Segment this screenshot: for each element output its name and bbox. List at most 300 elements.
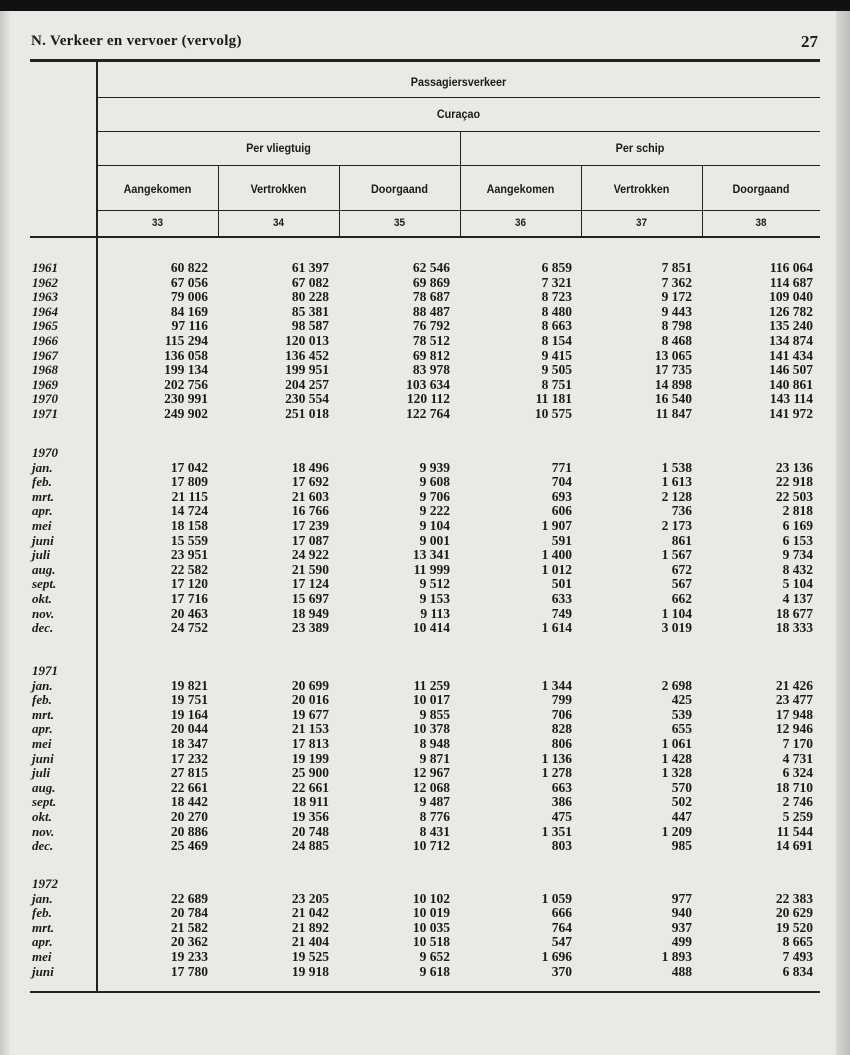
table-cell: 18 710 [775,779,813,795]
table-cell: 22 383 [775,890,813,906]
table-cell: 103 634 [406,376,450,392]
group-header-curacao: Curaçao [436,107,481,121]
table-cell: 7 493 [782,949,813,964]
table-cell: 21 404 [291,934,329,950]
table-cell: 249 902 [164,406,208,421]
table-cell: 7 362 [661,274,692,290]
table-cell: 17 948 [775,706,813,722]
table-cell: 115 294 [164,333,208,348]
row-label: 1963 [32,289,58,305]
table-cell: 8 480 [541,303,572,319]
table-cell: 22 918 [775,474,813,490]
page-left-edge [0,11,10,1055]
table-cell: 22 661 [170,779,208,795]
table-cell: 9 104 [419,518,450,533]
row-label: sept. [32,794,57,810]
section-label: 1970 [32,445,58,460]
table-cell: 11 999 [413,561,450,577]
table-cell: 17 735 [654,362,692,378]
table-cell: 940 [671,905,692,921]
table-cell: 20 362 [170,934,208,950]
table-cell: 1 893 [661,949,692,964]
table-cell: 13 065 [654,347,692,363]
table-cell: 1 061 [661,736,692,751]
table-cell: 15 559 [170,532,208,548]
table-cell: 749 [551,605,572,621]
table-cell: 8 798 [661,318,692,334]
table-cell: 76 792 [412,318,450,334]
table-cell: 985 [671,838,692,854]
table-cell: 11 847 [655,406,692,421]
table-cell: 14 691 [775,838,813,854]
table-cell: 8 663 [541,318,572,334]
table-cell: 18 347 [170,736,208,751]
table-cell: 502 [671,794,692,810]
group-header-passagiersverkeer: Passagiersverkeer [410,75,507,89]
table-cell: 9 608 [419,474,450,490]
table-cell: 1 012 [541,561,572,577]
bottom-rule [30,991,820,993]
table-cell: 21 892 [291,919,329,935]
table-cell: 1 696 [541,949,572,964]
table-cell: 9 652 [419,949,450,964]
table-cell: 803 [551,838,572,854]
table-cell: 11 259 [413,677,450,693]
table-cell: 109 040 [769,289,813,305]
row-label: 1965 [32,318,58,334]
table-cell: 1 428 [661,750,692,766]
table-cell: 7 321 [541,274,572,290]
row-label: juli [32,765,51,781]
table-cell: 23 951 [170,547,208,563]
row-label: okt. [32,591,52,606]
row-label: mei [32,518,52,533]
row-label: 1970 [32,391,58,407]
row-label: mei [32,949,52,964]
table-cell: 706 [551,706,572,722]
column-number: 35 [393,217,406,229]
table-cell: 18 911 [292,794,329,810]
table-cell: 570 [671,779,692,795]
row-label: 1966 [32,333,58,348]
table-cell: 21 042 [291,905,329,921]
table-cell: 9 505 [541,362,572,378]
table-cell: 27 815 [170,765,208,781]
table-cell: 230 991 [164,391,208,407]
table-cell: 10 414 [412,620,450,636]
column-header: Doorgaand [370,182,429,196]
table-cell: 828 [551,721,572,737]
column-header: Vertrokken [613,182,670,196]
table-cell: 6 324 [782,765,813,781]
table-cell: 704 [551,474,572,490]
table-cell: 24 752 [170,620,208,636]
table-cell: 10 035 [412,919,450,935]
table-cell: 19 356 [291,809,329,824]
table-cell: 17 232 [170,750,208,766]
table-cell: 6 153 [782,532,813,548]
table-cell: 141 972 [769,406,813,421]
divider [581,165,582,237]
row-label: 1967 [32,347,58,363]
row-label: okt. [32,809,52,824]
table-cell: 11 544 [776,823,813,839]
table-cell: 23 389 [291,620,329,636]
column-number: 38 [755,217,767,229]
table-cell: 143 114 [769,391,813,407]
table-cell: 18 158 [170,518,208,533]
table-cell: 12 068 [412,779,450,795]
row-label: nov. [32,605,55,621]
section-label: 1972 [32,876,58,891]
table-cell: 21 115 [171,488,208,504]
table-cell: 736 [671,503,692,519]
table-cell: 141 434 [769,347,813,363]
table-cell: 7 170 [782,736,813,751]
table-cell: 9 618 [419,963,450,979]
table-cell: 666 [551,905,572,921]
table-cell: 18 677 [775,605,813,621]
row-label: juli [32,547,51,563]
table-cell: 5 259 [782,809,813,824]
table-cell: 2 173 [661,518,692,533]
table-cell: 21 582 [170,919,208,935]
table-cell: 85 381 [291,303,329,319]
table-cell: 69 869 [412,274,450,290]
row-label: jan. [32,890,53,906]
table-cell: 861 [671,532,692,548]
table-cell: 20 629 [775,905,813,921]
table-cell: 937 [671,919,692,935]
table-cell: 10 575 [534,406,572,421]
table-cell: 20 886 [170,823,208,839]
table-cell: 20 016 [291,692,329,708]
column-header: Aangekomen [123,182,192,196]
table-cell: 19 918 [291,963,329,979]
table-cell: 6 169 [782,518,813,533]
table-cell: 6 834 [782,963,813,979]
table-cell: 672 [671,561,692,577]
table-cell: 69 812 [412,347,450,363]
table-cell: 20 748 [291,823,329,839]
row-label: mrt. [32,919,55,935]
table-cell: 18 333 [775,620,813,636]
table-cell: 10 102 [412,890,450,906]
table-cell: 5 104 [782,576,813,592]
table-cell: 20 270 [170,809,208,824]
table-cell: 8 665 [782,934,813,950]
table-cell: 136 058 [164,347,208,363]
table-cell: 25 469 [170,838,208,854]
table-cell: 1 538 [661,459,692,475]
table-cell: 501 [551,576,572,592]
table-cell: 67 056 [170,274,208,290]
table-cell: 9 415 [541,347,572,363]
table-cell: 21 603 [291,488,329,504]
table-cell: 4 137 [782,591,813,606]
table-cell: 19 525 [291,949,329,964]
table-cell: 202 756 [164,376,208,392]
table-cell: 24 922 [291,547,329,563]
table-cell: 19 751 [170,692,208,708]
table-cell: 9 172 [661,289,692,305]
table-cell: 425 [671,692,692,708]
table-cell: 199 951 [285,362,329,378]
divider [460,131,461,237]
table-cell: 19 520 [775,919,813,935]
table-cell: 977 [671,890,692,906]
table-cell: 8 776 [419,809,450,824]
table-cell: 78 687 [412,289,450,305]
table-cell: 10 019 [412,905,450,921]
table-cell: 120 013 [285,333,329,348]
table-cell: 15 697 [291,591,329,606]
table-cell: 116 064 [769,260,813,275]
row-label: 1969 [32,376,58,392]
table-cell: 9 001 [419,532,450,548]
table-cell: 8 154 [541,333,572,348]
table-cell: 9 153 [419,591,450,606]
table-cell: 9 222 [419,503,450,519]
row-label: mei [32,736,52,751]
row-label: aug. [32,779,56,795]
table-cell: 9 443 [661,303,692,319]
table-cell: 12 967 [412,765,450,781]
table-cell: 17 239 [291,518,329,533]
rule [97,210,820,211]
table-cell: 17 042 [170,459,208,475]
table-cell: 18 442 [170,794,208,810]
table-cell: 764 [551,919,572,935]
table-cell: 23 205 [291,890,329,906]
table-cell: 9 512 [419,576,450,592]
table-cell: 14 898 [654,376,692,392]
table-cell: 1 567 [661,547,692,563]
table-cell: 79 006 [170,289,208,305]
table-cell: 21 153 [291,721,329,737]
page-number: 27 [801,32,818,51]
table-cell: 488 [671,963,692,979]
table-cell: 25 900 [291,765,329,781]
table-cell: 3 019 [661,620,692,636]
table-cell: 122 764 [406,406,450,421]
table-cell: 24 885 [291,838,329,854]
table-cell: 10 017 [412,692,450,708]
table-cell: 83 978 [412,362,450,378]
table-cell: 135 240 [769,318,813,334]
table-cell: 606 [551,503,572,519]
column-number: 36 [514,217,527,229]
table-cell: 13 341 [412,547,450,563]
table-cell: 8 751 [541,376,572,392]
row-label: juni [32,750,54,766]
table-cell: 2 128 [661,488,692,504]
section-label: 1971 [32,663,58,678]
table-cell: 20 044 [170,721,208,737]
divider [702,165,703,237]
table-cell: 17 716 [170,591,208,606]
row-label: feb. [32,474,52,490]
row-label: apr. [32,934,53,950]
column-number: 33 [151,217,164,229]
row-label: 1961 [32,260,58,275]
row-label: feb. [32,692,52,708]
table-cell: 591 [551,532,572,548]
column-header: Vertrokken [250,182,307,196]
table-cell: 8 723 [541,289,572,305]
page-right-edge [836,11,850,1055]
table-cell: 67 082 [291,274,329,290]
row-label: jan. [32,677,53,693]
table-cell: 771 [551,459,572,475]
row-label: mrt. [32,488,55,504]
table-cell: 18 949 [291,605,329,621]
table-cell: 114 687 [769,274,813,290]
row-label: dec. [32,620,54,636]
table-cell: 11 181 [535,391,572,407]
column-number: 37 [635,217,648,229]
table-cell: 19 677 [291,706,329,722]
row-label: apr. [32,503,53,519]
table-cell: 17 087 [291,532,329,548]
table-cell: 10 712 [412,838,450,854]
table-cell: 98 587 [291,318,329,334]
table-cell: 663 [551,779,572,795]
table-cell: 2 818 [782,503,813,519]
table-cell: 20 699 [291,677,329,693]
table-cell: 475 [551,809,572,824]
table-cell: 17 692 [291,474,329,490]
table-cell: 22 661 [291,779,329,795]
table-cell: 2 746 [782,794,813,810]
rule [97,131,820,132]
table-cell: 16 766 [291,503,329,519]
table-cell: 80 228 [291,289,329,305]
table-cell: 20 463 [170,605,208,621]
table-cell: 9 734 [782,547,813,563]
rule [97,165,820,166]
row-label: mrt. [32,706,55,722]
table-cell: 1 907 [541,518,572,533]
table-cell: 23 136 [775,459,813,475]
table-cell: 567 [671,576,692,592]
table-cell: 22 689 [170,890,208,906]
table-cell: 19 821 [170,677,208,693]
table-cell: 20 784 [170,905,208,921]
table-cell: 10 518 [412,934,450,950]
table-cell: 97 116 [171,318,208,334]
table-cell: 1 278 [541,765,572,781]
table-cell: 8 468 [661,333,692,348]
table-cell: 60 822 [170,260,208,275]
table-cell: 8 948 [419,736,450,751]
table-cell: 8 432 [782,561,813,577]
table-cell: 9 939 [419,459,450,475]
table-cell: 17 124 [291,576,329,592]
row-label: sept. [32,576,57,592]
table-cell: 199 134 [164,362,208,378]
subgroup-per-vliegtuig: Per vliegtuig [246,141,311,155]
table-cell: 693 [551,488,572,504]
row-label: jan. [32,459,53,475]
table-cell: 547 [551,934,572,950]
table-cell: 120 112 [406,391,450,407]
row-label: 1971 [32,406,58,421]
row-label: aug. [32,561,56,577]
table-cell: 16 540 [654,391,692,407]
table-cell: 9 113 [420,605,450,621]
table-cell: 9 855 [419,706,450,722]
row-label: juni [32,963,54,979]
table-cell: 136 452 [285,347,329,363]
row-label: feb. [32,905,52,921]
column-header: Doorgaand [732,182,790,196]
table-cell: 146 507 [769,362,813,378]
divider [218,165,219,237]
table-cell: 251 018 [285,406,329,421]
table-cell: 9 487 [419,794,450,810]
rule [97,97,820,98]
table-cell: 9 871 [419,750,450,766]
table-cell: 19 233 [170,949,208,964]
table-cell: 17 780 [170,963,208,979]
subgroup-per-schip: Per schip [615,141,665,155]
table-cell: 6 859 [541,260,572,275]
table-cell: 17 120 [170,576,208,592]
table-cell: 17 813 [291,736,329,751]
row-label: 1964 [32,303,58,319]
table-cell: 14 724 [170,503,208,519]
table-cell: 19 164 [170,706,208,722]
table-cell: 21 590 [291,561,329,577]
table-cell: 662 [671,591,692,606]
table-cell: 1 328 [661,765,692,781]
table-cell: 18 496 [291,459,329,475]
table-cell: 78 512 [412,333,450,348]
table-cell: 84 169 [170,303,208,319]
table-cell: 8 431 [419,823,450,839]
table-cell: 799 [551,692,572,708]
table-cell: 4 731 [782,750,813,766]
table-cell: 22 582 [170,561,208,577]
table-cell: 22 503 [775,488,813,504]
table-cell: 140 861 [769,376,813,392]
table-cell: 539 [671,706,692,722]
table-cell: 134 874 [769,333,813,348]
table-cell: 88 487 [412,303,450,319]
table-cell: 2 698 [661,677,692,693]
table-cell: 126 782 [769,303,813,319]
table-cell: 447 [671,809,692,824]
table-cell: 19 199 [291,750,329,766]
table-cell: 62 546 [412,260,450,275]
row-label: apr. [32,721,53,737]
row-label: dec. [32,838,54,854]
table-cell: 230 554 [285,391,329,407]
table-cell: 1 351 [541,823,572,839]
table-cell: 370 [551,963,572,979]
row-label: juni [32,532,54,548]
table-cell: 655 [671,721,692,737]
row-label: 1968 [32,362,58,378]
table-cell: 1 614 [541,620,572,636]
table-cell: 12 946 [775,721,813,737]
table-cell: 204 257 [285,376,329,392]
table-cell: 1 104 [661,605,692,621]
divider [339,165,340,237]
table-cell: 1 344 [541,677,572,693]
table-cell: 1 136 [541,750,572,766]
